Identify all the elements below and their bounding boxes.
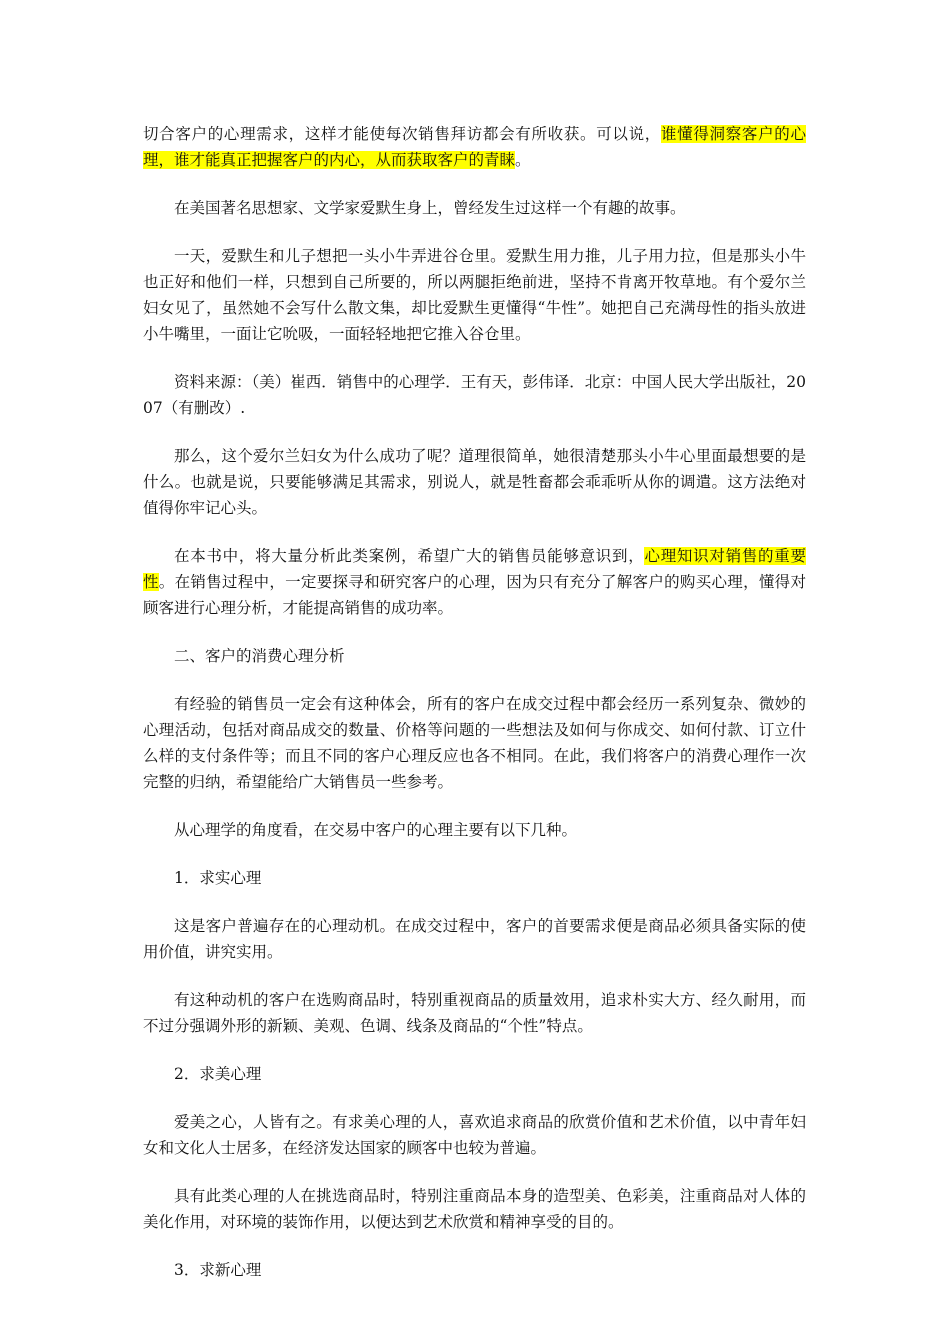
paragraph-intro-post: 。	[515, 151, 531, 169]
paragraph-book-purpose-post: 。在销售过程中，一定要探寻和研究客户的心理，因为只有充分了解客户的购买心理，懂得对顾客进行心理分析，才能提高销售的成功率。	[143, 573, 806, 617]
paragraph-source: 资料来源：（美）崔西．销售中的心理学．王有天，彭伟译．北京：中国人民大学出版社，2007（有删改）.	[143, 373, 806, 417]
document-page	[143, 121, 806, 1305]
paragraph-calf-story: 一天，爱默生和儿子想把一头小牛弄进谷仓里。爱默生用力推，儿子用力拉，但是那头小牛也正好和他们一样，只想到自己所要的，所以两腿拒绝前进，坚持不肯离开牧草地。有个爱尔兰妇女见了，虽然她不会写什么散文集，却比爱默生更懂得“牛性”。她把自己充满母性的指头放进小牛嘴里，一面让它吮吸，一面轻轻地把它推入谷仓里。	[143, 247, 806, 343]
paragraph-intro	[143, 121, 806, 173]
subheading-beauty: 2．求美心理	[174, 1065, 262, 1083]
paragraph-beauty-1: 爱美之心，人皆有之。有求美心理的人，喜欢追求商品的欣赏价值和艺术价值，以中青年妇女和文化人士居多，在经济发达国家的顾客中也较为普遍。	[143, 1113, 806, 1157]
subheading-practical: 1．求实心理	[174, 869, 262, 887]
paragraph-book-purpose	[143, 543, 806, 621]
subheading-novelty: 3．求新心理	[174, 1261, 262, 1279]
paragraph-beauty-2: 具有此类心理的人在挑选商品时，特别注重商品本身的造型美、色彩美，注重商品对人体的美化作用，对环境的装饰作用，以便达到艺术欣赏和精神享受的目的。	[143, 1187, 806, 1231]
paragraph-practical-2: 有这种动机的客户在选购商品时，特别重视商品的质量效用，追求朴实大方、经久耐用，而不过分强调外形的新颖、美观、色调、线条及商品的“个性”特点。	[143, 991, 806, 1035]
paragraph-types-intro: 从心理学的角度看，在交易中客户的心理主要有以下几种。	[174, 821, 578, 839]
paragraph-emerson-intro: 在美国著名思想家、文学家爱默生身上，曾经发生过这样一个有趣的故事。	[174, 199, 686, 217]
paragraph-book-purpose-pre: 在本书中，将大量分析此类案例，希望广大的销售员能够意识到，	[174, 547, 645, 565]
section-heading-consumer-psychology: 二、客户的消费心理分析	[174, 647, 345, 665]
highlight-insight: 谁懂得洞察客户的心理，谁才能真正把握客户的内心，从而获取客户的青睐	[143, 125, 806, 169]
paragraph-intro-pre: 切合客户的心理需求，这样才能使每次销售拜访都会有所收获。可以说，	[143, 125, 661, 143]
paragraph-explanation: 那么，这个爱尔兰妇女为什么成功了呢？道理很简单，她很清楚那头小牛心里面最想要的是什么。也就是说，只要能够满足其需求，别说人，就是牲畜都会乖乖听从你的调遣。这方法绝对值得你牢记心头。	[143, 447, 806, 517]
highlight-importance: 心理知识对销售的重要性	[143, 547, 806, 591]
paragraph-experience: 有经验的销售员一定会有这种体会，所有的客户在成交过程中都会经历一系列复杂、微妙的心理活动，包括对商品成交的数量、价格等问题的一些想法及如何与你成交、如何付款、订立什么样的支付条件等；而且不同的客户心理反应也各不相同。在此，我们将客户的消费心理作一次完整的归纳，希望能给广大销售员一些参考。	[143, 695, 806, 791]
paragraph-practical-1: 这是客户普遍存在的心理动机。在成交过程中，客户的首要需求便是商品必须具备实际的使用价值，讲究实用。	[143, 917, 806, 961]
